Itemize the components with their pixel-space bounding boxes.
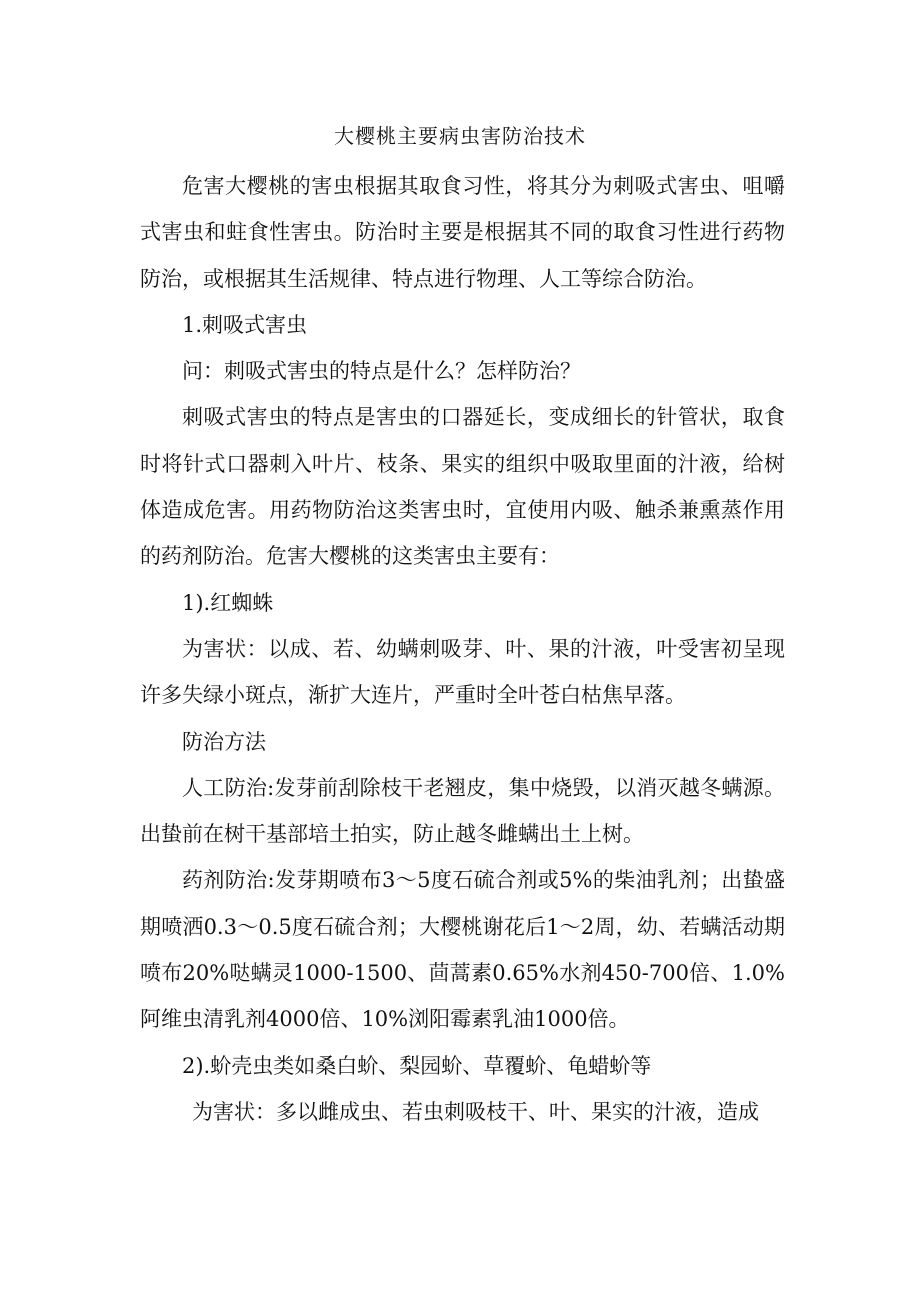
question-paragraph: 问：刺吸式害虫的特点是什么？怎样防治？ — [182, 359, 581, 384]
section-heading-piercing-pests: 1.刺吸式害虫 — [182, 312, 308, 337]
subheading-red-spider: 1).红蜘蛛 — [182, 590, 274, 615]
intro-paragraph: 危害大樱桃的害虫根据其取食习性，将其分为刺吸式害虫、咀嚼式害虫和蛀食性害虫。防治时主要是根据其不同的取食习性进行药物防治，或根据其生活规律、特点进行物理、人工等综合防治。 — [140, 174, 785, 291]
piercing-pest-description: 刺吸式害虫的特点是害虫的口器延长，变成细长的针管状，取食时将针式口器刺入叶片、枝条、果实的组织中吸取里面的汁液，给树体造成危害。用药物防治这类害虫时，宜使用内吸、触杀兼熏蒸作用的药剂防治。危害大樱桃的这类害虫主要有： — [140, 405, 785, 569]
document-title: 大樱桃主要病虫害防治技术 — [334, 124, 586, 148]
red-spider-damage: 为害状：以成、若、幼螨刺吸芽、叶、果的汁液，叶受害初呈现许多失绿小斑点，渐扩大连片，严重时全叶苍白枯焦早落。 — [140, 636, 785, 708]
control-methods-heading: 防治方法 — [182, 729, 266, 754]
manual-control-paragraph: 人工防治:发芽前刮除枝干老翘皮，集中烧毁，以消灭越冬螨源。出蛰前在树干基部培土拍实，防止越冬雌螨出土上树。 — [140, 775, 785, 847]
document-body — [140, 163, 785, 1135]
subheading-scale-insects: 2).蚧壳虫类如桑白蚧、梨园蚧、草覆蚧、龟蜡蚧等 — [182, 1053, 652, 1078]
chemical-control-paragraph: 药剂防治:发芽期喷布3～5度石硫合剂或5%的柴油乳剂；出蛰盛期喷洒0.3～0.5度石硫合剂；大樱桃谢花后1～2周，幼、若螨活动期喷布20%哒螨灵1000-1500、茴蒿素0.65%水剂450-700倍、1.0%阿维虫清乳剂4000倍、10%浏阳霉素乳油1000倍。 — [140, 868, 785, 1032]
scale-insect-damage: 为害状：多以雌成虫、若虫刺吸枝干、叶、果实的汁液，造成 — [192, 1099, 759, 1124]
